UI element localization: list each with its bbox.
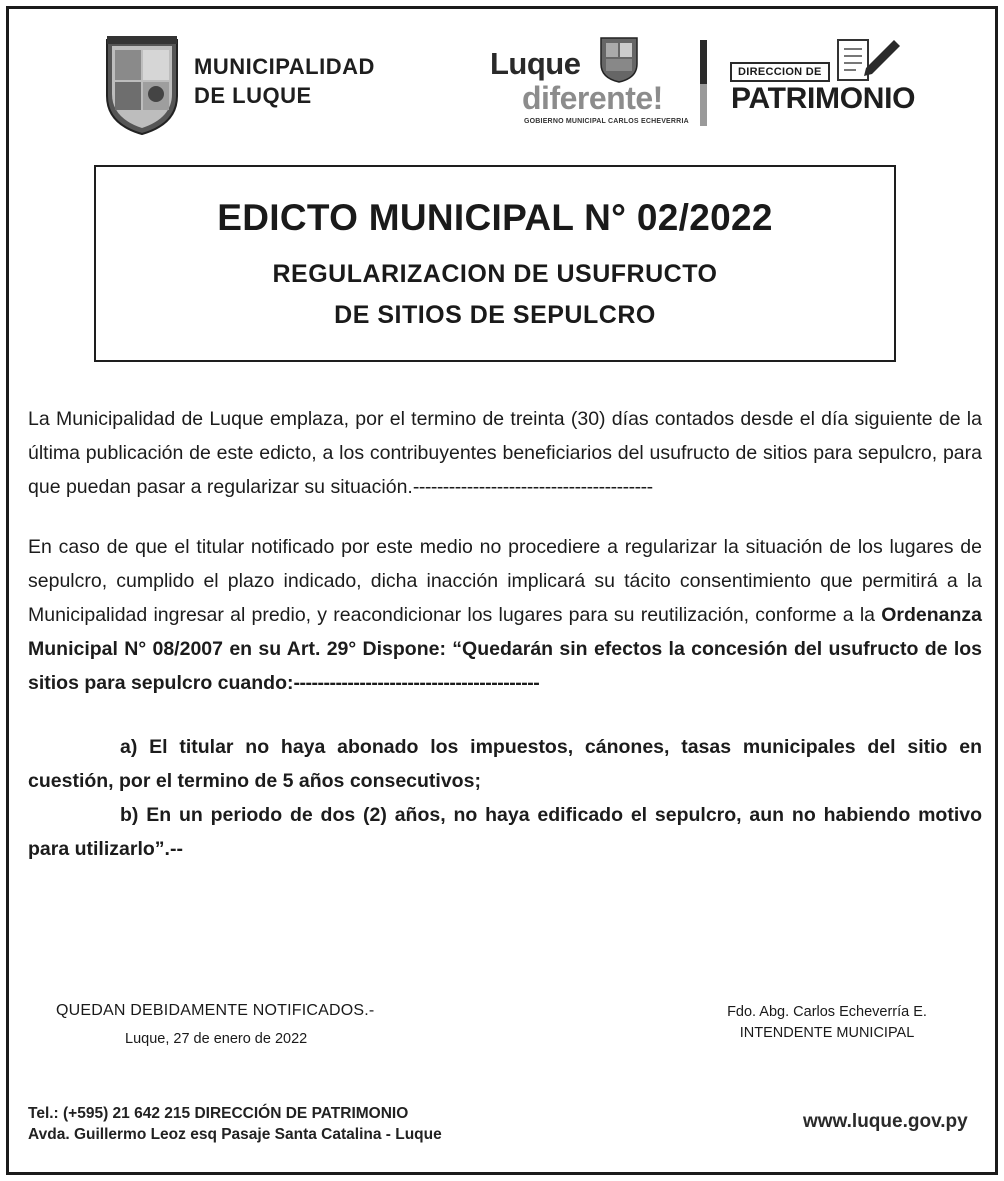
signer-title: INTENDENTE MUNICIPAL bbox=[739, 1025, 915, 1041]
website-link[interactable]: www.luque.gov.py bbox=[803, 1111, 968, 1132]
address-line: Avda. Guillermo Leoz esq Pasaje Santa Catalina - Luque bbox=[28, 1126, 442, 1143]
edict-subtitle-line-1: REGULARIZACION DE USUFRUCTO bbox=[272, 260, 718, 288]
phone-line: Tel.: (+595) 21 642 215 DIRECCIÓN DE PATRIMONIO bbox=[28, 1105, 409, 1122]
small-shield-icon bbox=[598, 34, 640, 84]
paragraph-1 bbox=[28, 402, 982, 504]
paragraph-2-text: En caso de que el titular notificado por este medio no procediere a regularizar la situación de los lugares de sepulcro, cumplido el plazo indicado, dicha inacción implicará su tácito consentimiento que permitirá a la Municipalidad ingresar al predio, y reacondicionar los lugares para su reutilización, conforme a la bbox=[28, 536, 982, 626]
ordinance-reference: Ordenanza Municipal N° 08/2007 en su Art. 29° Dispone: “Quedarán sin efectos la concesión del usufructo de los sitios para sepulcro cuando: bbox=[28, 604, 982, 694]
condition-b-text: b) En un periodo de dos (2) años, no haya edificado el sepulcro, aun no habiendo motivo para utilizarlo”.-- bbox=[28, 804, 982, 860]
direccion-de-tag: DIRECCION DE bbox=[730, 62, 830, 82]
luque-logo-word: Luque bbox=[490, 46, 581, 81]
municipal-shield-icon bbox=[103, 34, 181, 136]
paragraph-2-dashes: ----------------------------------------- bbox=[293, 672, 540, 694]
paragraph-1-dashes: ---------------------------------------- bbox=[412, 476, 653, 498]
condition-a bbox=[28, 730, 982, 798]
edict-title: EDICTO MUNICIPAL N° 02/2022 bbox=[217, 197, 773, 238]
paragraph-1-text: La Municipalidad de Luque emplaza, por el termino de treinta (30) días contados desde el día siguiente de la última publicación de este edicto, a los contribuyentes beneficiarios del usufructo de sitios para sepulcro, para que puedan pasar a regularizar su situación. bbox=[28, 408, 982, 498]
municipality-line-1: MUNICIPALIDAD bbox=[194, 54, 375, 79]
luque-logo-diferente: diferente! bbox=[522, 80, 663, 116]
contact-block bbox=[28, 1103, 442, 1145]
condition-a-text: a) El titular no haya abonado los impuestos, cánones, tasas municipales del sitio en cuestión, por el termino de 5 años consecutivos; bbox=[28, 736, 982, 792]
municipality-line-2: DE LUQUE bbox=[194, 83, 312, 108]
edict-subtitle-line-2: DE SITIOS DE SEPULCRO bbox=[334, 301, 656, 329]
document-pencil-icon bbox=[836, 34, 902, 84]
condition-b bbox=[28, 798, 982, 866]
paragraph-2 bbox=[28, 530, 982, 700]
signer-name: Fdo. Abg. Carlos Echeverría E. bbox=[727, 1004, 927, 1020]
patrimonio-heading: PATRIMONIO bbox=[731, 82, 916, 115]
notified-statement: QUEDAN DEBIDAMENTE NOTIFICADOS.- bbox=[56, 1002, 375, 1019]
signature-block bbox=[700, 1002, 954, 1044]
title-box bbox=[94, 165, 896, 362]
conditions-list bbox=[28, 730, 982, 866]
municipality-name bbox=[194, 52, 375, 110]
header-divider-accent bbox=[700, 84, 707, 126]
date-line: Luque, 27 de enero de 2022 bbox=[125, 1031, 308, 1047]
gobierno-municipal-caption: GOBIERNO MUNICIPAL CARLOS ECHEVERRIA bbox=[524, 118, 689, 125]
